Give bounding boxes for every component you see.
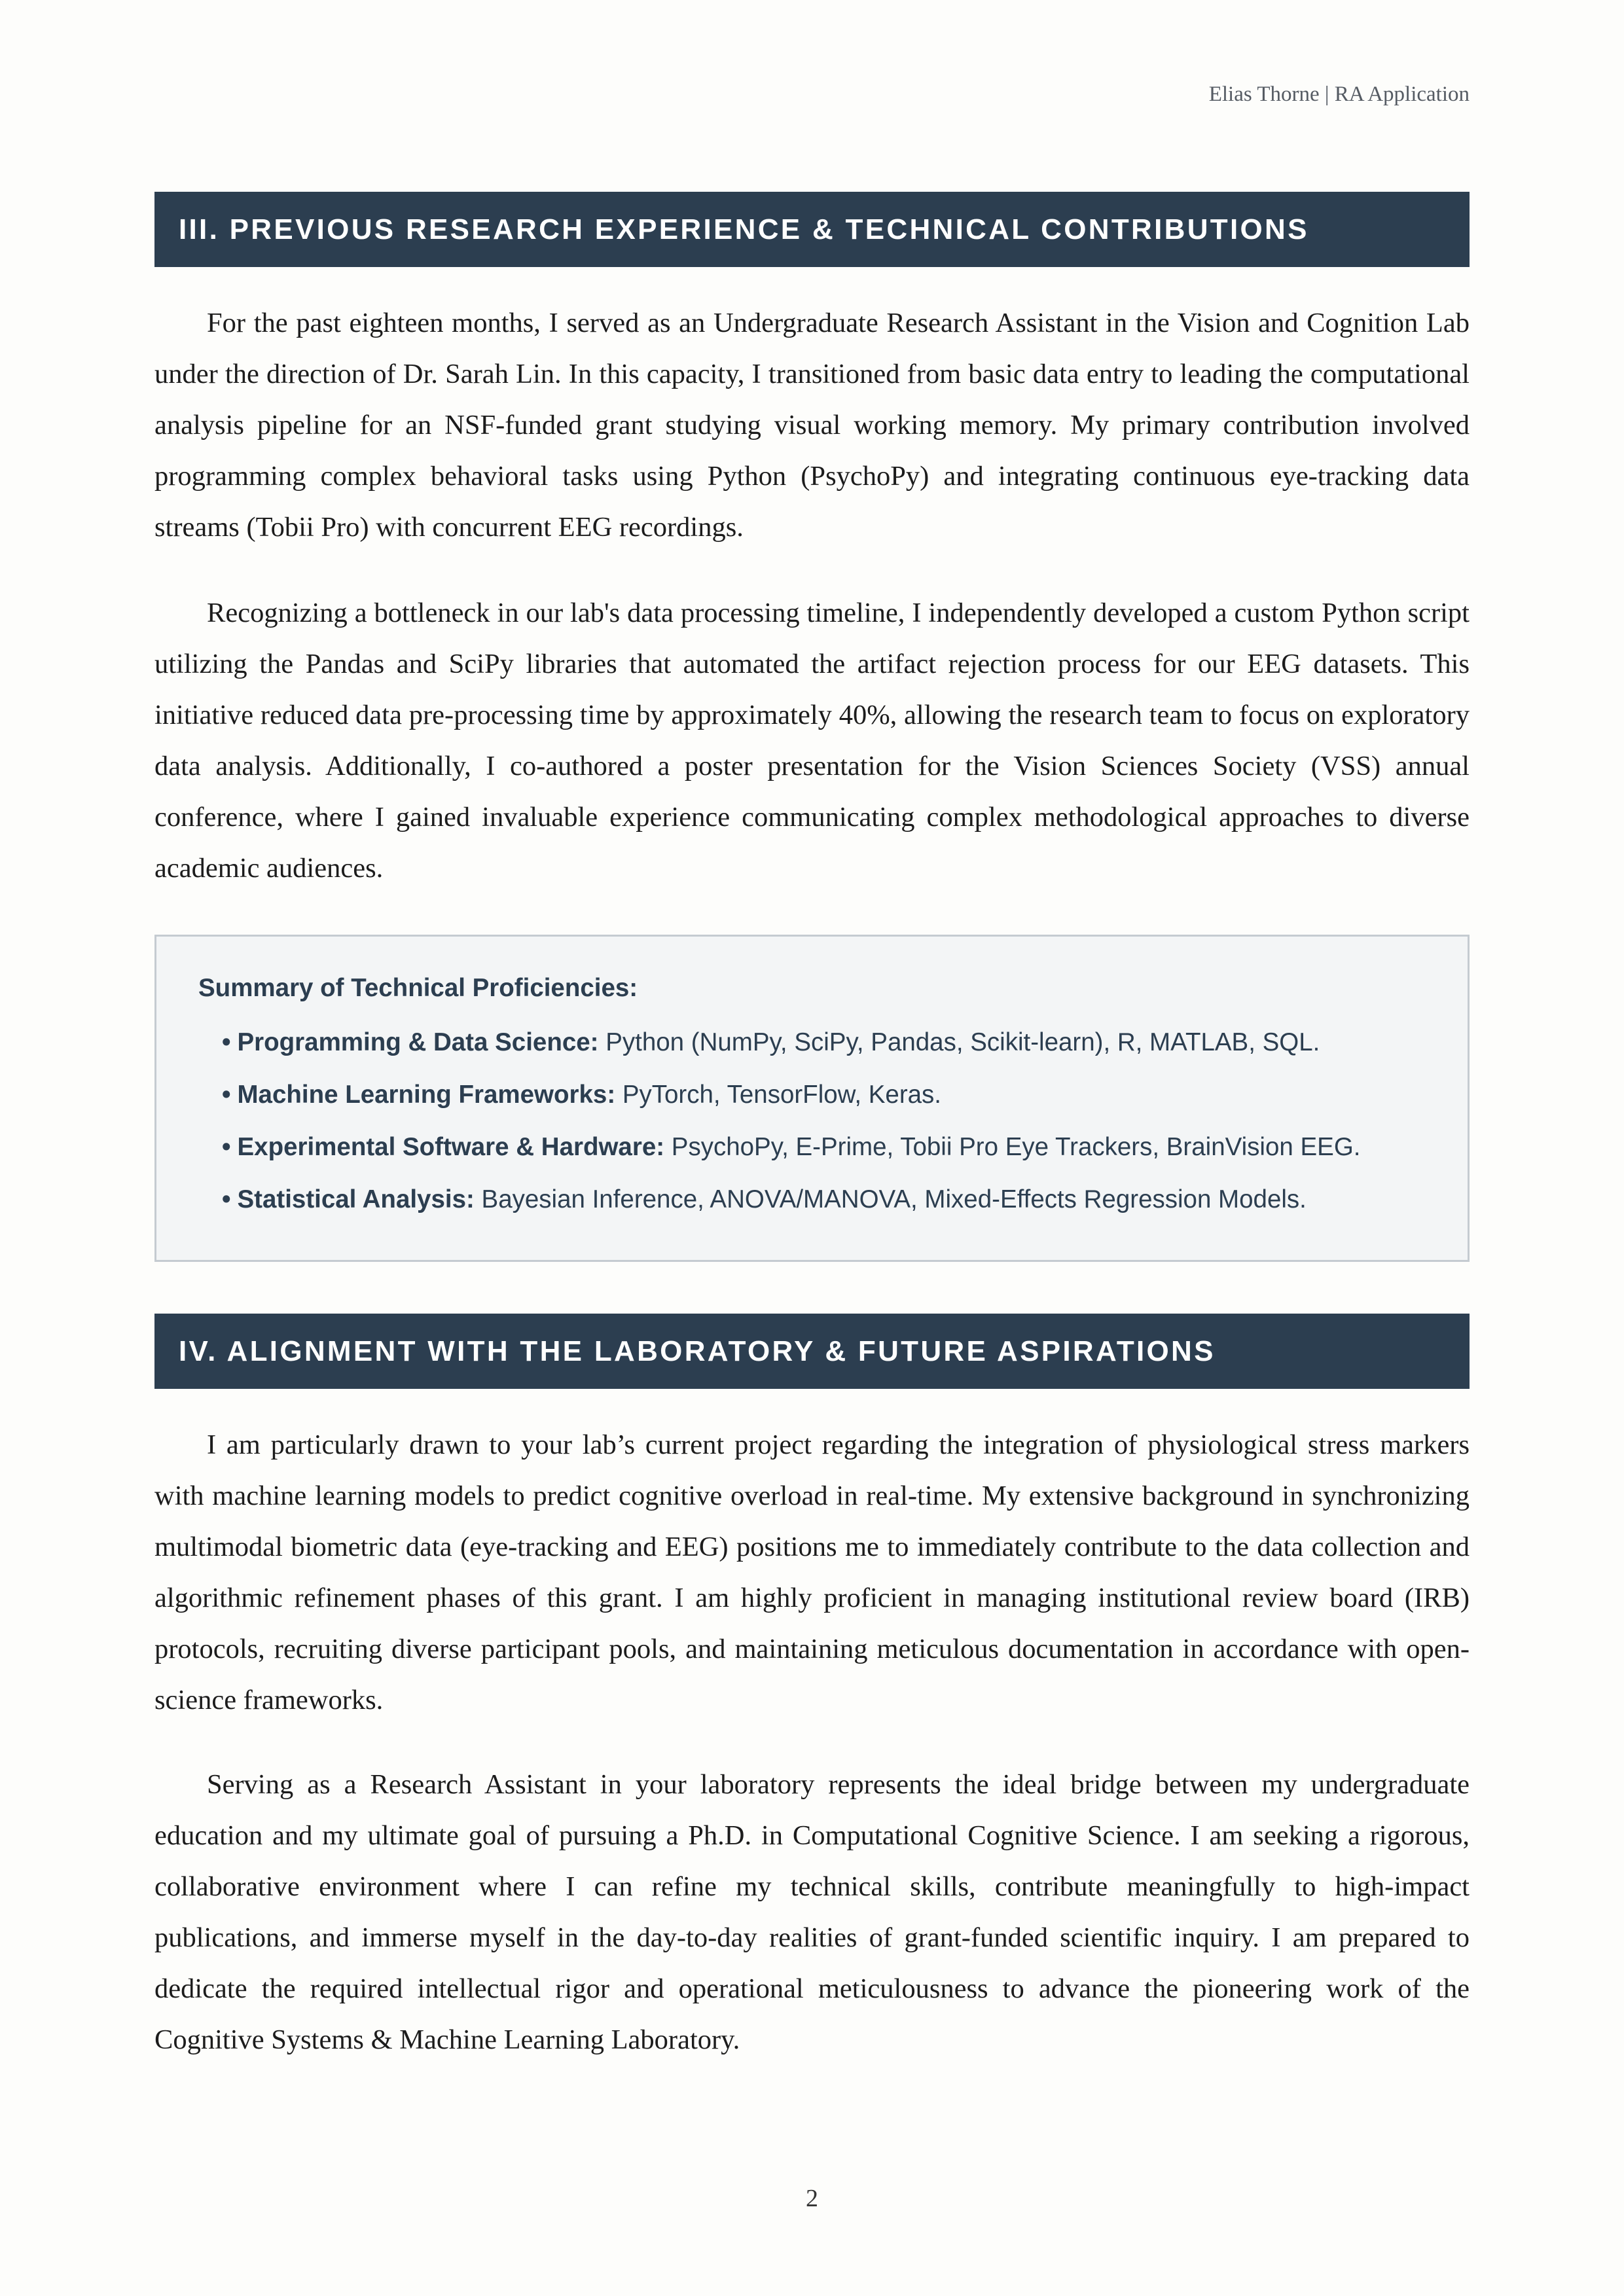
- paragraph-lab-alignment: I am particularly drawn to your lab’s current project regarding the integration of physiological stress markers with machine learning models to predict cognitive overload in real-time. My extensive background in synchronizing multimodal biometric data (eye-tracking and EEG) positions me to immediately contribute to the data collection and algorithmic refinement phases of this grant. I am highly proficient in managing institutional review board (IRB) protocols, recruiting diverse participant pools, and maintaining meticulous documentation in accordance with open-science frameworks.: [154, 1429, 1470, 1715]
- paragraph-future-aspirations: Serving as a Research Assistant in your laboratory represents the ideal bridge between my undergraduate education and my ultimate goal of pursuing a Ph.D. in Computational Cognitive Science. I am seeking a rigorous, collaborative environment where I can refine my technical skills, contribute meaningfully to high-impact publications, and immerse myself in the day-to-day realities of grant-funded scientific inquiry. I am prepared to dedicate the required intellectual rigor and operational meticulousness to advance the pioneering work of the Cognitive Systems & Machine Learning Laboratory.: [154, 1769, 1470, 2055]
- proficiency-value: Python (NumPy, SciPy, Pandas, Scikit-learn), R, MATLAB, SQL.: [605, 1028, 1320, 1056]
- proficiency-value: PyTorch, TensorFlow, Keras.: [622, 1081, 941, 1109]
- bullet-icon: •: [222, 1133, 231, 1161]
- proficiency-label: Experimental Software & Hardware:: [237, 1133, 665, 1161]
- proficiency-label: Statistical Analysis:: [237, 1185, 475, 1213]
- bullet-icon: •: [222, 1081, 231, 1109]
- bullet-icon: •: [222, 1185, 231, 1213]
- page-number: 2: [806, 2185, 818, 2212]
- technical-proficiencies-box: [154, 935, 1470, 1262]
- proficiencies-list: [222, 1026, 1360, 1236]
- proficiency-label: Machine Learning Frameworks:: [237, 1081, 616, 1109]
- proficiency-item-statistics: [222, 1183, 1360, 1236]
- proficiency-label: Programming & Data Science:: [237, 1028, 599, 1056]
- proficiency-item-programming: [222, 1026, 1360, 1079]
- proficiency-value: Bayesian Inference, ANOVA/MANOVA, Mixed-Effects Regression Models.: [481, 1185, 1307, 1213]
- document-page: [154, 0, 1470, 2296]
- paragraph-research-experience: For the past eighteen months, I served as an Undergraduate Research Assistant in the Vision and Cognition Lab under the direction of Dr. Sarah Lin. In this capacity, I transitioned from basic data entry to leading the computational analysis pipeline for an NSF-funded grant studying visual working memory. My primary contribution involved programming complex behavioral tasks using Python (PsychoPy) and integrating continuous eye-tracking data streams (Tobii Pro) with concurrent EEG recordings.: [154, 308, 1470, 543]
- running-header: Elias Thorne | RA Application: [1208, 82, 1470, 106]
- section-heading-previous-research: III. PREVIOUS RESEARCH EXPERIENCE & TECHNICAL CONTRIBUTIONS: [154, 192, 1470, 267]
- paragraph-technical-contributions: Recognizing a bottleneck in our lab's data processing timeline, I independently developed a custom Python script utilizing the Pandas and SciPy libraries that automated the artifact rejection process for our EEG datasets. This initiative reduced data pre-processing time by approximately 40%, allowing the research team to focus on exploratory data analysis. Additionally, I co-authored a poster presentation for the Vision Sciences Society (VSS) annual conference, where I gained invaluable experience communicating complex methodological approaches to diverse academic audiences.: [154, 598, 1470, 884]
- proficiency-item-experimental: [222, 1131, 1360, 1183]
- bullet-icon: •: [222, 1028, 231, 1056]
- section-heading-alignment: IV. ALIGNMENT WITH THE LABORATORY & FUTURE ASPIRATIONS: [154, 1314, 1470, 1389]
- proficiencies-title: Summary of Technical Proficiencies:: [198, 974, 638, 1002]
- proficiency-item-ml-frameworks: [222, 1079, 1360, 1131]
- proficiency-value: PsychoPy, E-Prime, Tobii Pro Eye Trackers, BrainVision EEG.: [671, 1133, 1361, 1161]
